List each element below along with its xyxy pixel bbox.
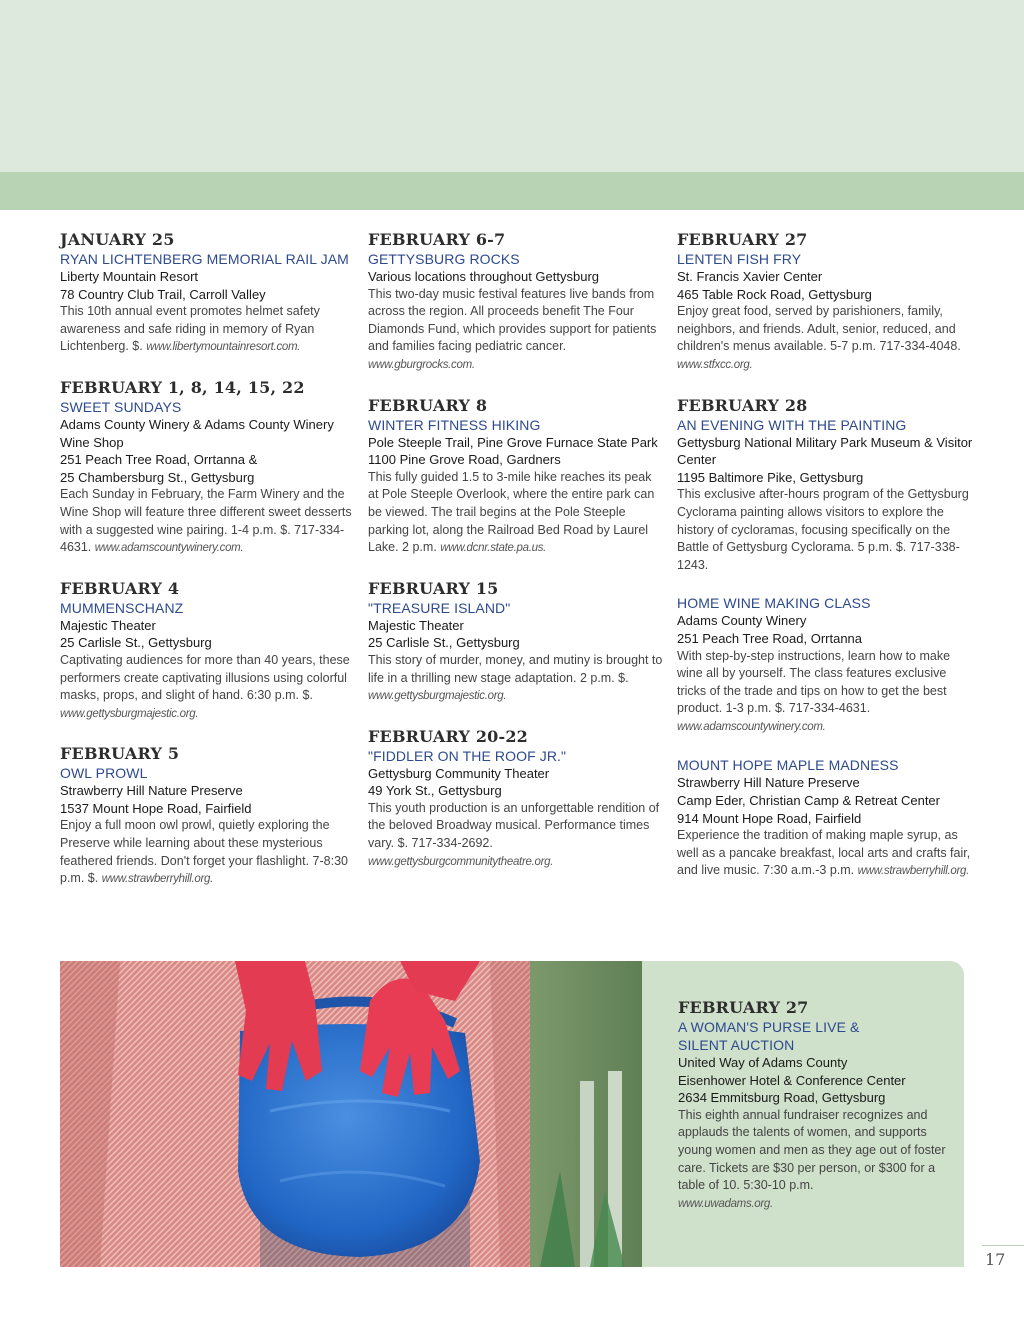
event-venue: Strawberry Hill Nature Preserve — [677, 775, 860, 791]
event-address-2: 25 Chambersburg St., Gettysburg — [60, 469, 255, 485]
event-description: This youth production is an unforgettable rendition of the beloved Broadway musical. Performance times vary. $. 717-334-2692. www.gettysburgcommunitytheatre.org. — [368, 800, 660, 868]
event-address: 251 Peach Tree Road, Orrtanna — [677, 630, 863, 646]
event-feb-sundays — [60, 377, 356, 558]
event-venue: Eisenhower Hotel & Conference Center — [678, 1072, 906, 1088]
header-stripe — [0, 172, 1024, 210]
event-date: FEBRUARY 27 — [678, 998, 809, 1017]
event-date: FEBRUARY 6-7 — [368, 230, 506, 249]
event-feb-28 — [677, 395, 973, 575]
event-address: 2634 Emmitsburg Road, Gettysburg — [678, 1090, 886, 1106]
event-description: Each Sunday in February, the Farm Winery and the Wine Shop will feature three different sweet desserts with a suggested wine pairing. 1-4 p.m. $. 717-334-4631. www.adamscountywinery.com. — [60, 487, 352, 555]
event-title: WINTER FITNESS HIKING — [368, 416, 541, 433]
page-number-rule — [982, 1245, 1024, 1246]
event-address: 1537 Mount Hope Road, Fairfield — [60, 800, 252, 816]
event-address: 251 Peach Tree Road, Orrtanna & — [60, 452, 258, 468]
event-address: 25 Carlisle St., Gettysburg — [368, 635, 520, 651]
event-venue: St. Francis Xavier Center — [677, 269, 823, 284]
event-address: 25 Carlisle St., Gettysburg — [60, 635, 212, 651]
event-venue: Gettysburg Community Theater — [368, 765, 550, 781]
event-title-line-1: A WOMAN'S PURSE LIVE & — [678, 1019, 860, 1035]
event-website-row — [678, 1195, 950, 1214]
event-venue: Adams County Winery — [677, 613, 807, 629]
event-date: FEBRUARY 28 — [677, 395, 808, 415]
event-venue: Strawberry Hill Nature Preserve — [60, 783, 243, 799]
purse-photo — [60, 961, 642, 1267]
event-description: This exclusive after-hours program of the Gettysburg Cyclorama painting allows visitors to explore the history of cycloramas, focusing specifically on the Battle of Gettysburg Cyclorama. 5 p.m. $. 717-338-1243. — [677, 487, 969, 572]
event-venue: Gettysburg National Military Park Museum & Visitor Center — [677, 434, 973, 468]
event-venue: Majestic Theater — [60, 617, 156, 633]
event-venue-2: Camp Eder, Christian Camp & Retreat Center — [677, 793, 940, 809]
featured-event-box — [642, 961, 964, 1267]
event-feb-27-fish-fry — [677, 229, 973, 375]
event-website: www.gettysburgcommunitytheatre.org. — [368, 855, 554, 868]
event-title: "TREASURE ISLAND" — [368, 599, 511, 616]
event-website: www.gettysburgmajestic.org. — [368, 690, 507, 703]
event-date: FEBRUARY 15 — [368, 578, 499, 598]
event-address: 465 Table Rock Road, Gettysburg — [677, 286, 872, 302]
event-website: www.adamscountywinery.com. — [94, 542, 244, 555]
featured-event — [678, 997, 950, 1213]
event-description: Captivating audiences for more than 40 years, these performers create captivating illusions using colorful masks, props, and slight of hand. 6:30 p.m. $. www.gettysburgmajestic.org. — [60, 652, 350, 720]
event-feb-8 — [368, 395, 664, 558]
event-date: FEBRUARY 20-22 — [368, 726, 529, 746]
event-feb-20-22 — [368, 726, 664, 872]
events-column-3 — [677, 229, 973, 901]
event-title: RYAN LICHTENBERG MEMORIAL RAIL JAM — [60, 251, 349, 267]
events-column-2 — [368, 229, 664, 891]
event-website: www.stfxcc.org. — [677, 358, 753, 371]
event-feb-4 — [60, 578, 356, 724]
event-date: FEBRUARY 5 — [60, 744, 180, 764]
event-title: SWEET SUNDAYS — [60, 398, 182, 415]
event-title-line-2: SILENT AUCTION — [678, 1037, 795, 1053]
event-date: FEBRUARY 27 — [677, 230, 808, 249]
event-feb-6-7 — [368, 229, 664, 375]
event-address: 49 York St., Gettysburg — [368, 783, 502, 799]
event-description: This two-day music festival features live bands from across the region. All proceeds benefit The Four Diamonds Fund, which provides support for patients and families facing pediatric cancer. www.gburgrocks.com. — [368, 286, 657, 371]
event-feb-5 — [60, 743, 356, 889]
event-website: www.gburgrocks.com. — [368, 358, 475, 371]
header-band — [0, 0, 1024, 172]
event-title: "FIDDLER ON THE ROOF JR." — [368, 747, 567, 764]
event-address: 1195 Baltimore Pike, Gettysburg — [677, 469, 864, 485]
event-date: FEBRUARY 8 — [368, 395, 488, 415]
event-date: FEBRUARY 1, 8, 14, 15, 22 — [60, 377, 305, 397]
event-website: www.gettysburgmajestic.org. — [60, 707, 199, 720]
event-address: 78 Country Club Trail, Carroll Valley — [60, 286, 266, 302]
event-feb-15 — [368, 578, 664, 706]
event-venue: Adams County Winery & Adams County Winery Wine Shop — [60, 416, 334, 450]
event-date: JANUARY 25 — [60, 230, 175, 249]
event-website: www.strawberryhill.org. — [101, 873, 214, 886]
event-title: AN EVENING WITH THE PAINTING — [677, 416, 907, 433]
event-website: www.adamscountywinery.com. — [677, 720, 826, 733]
event-title: GETTYSBURG ROCKS — [368, 251, 520, 267]
event-description: This story of murder, money, and mutiny is brought to life in a thrilling new stage adaptation. 2 p.m. $. www.gettysburgmajestic.org. — [368, 652, 663, 703]
event-title: OWL PROWL — [60, 765, 148, 782]
event-website: www.strawberryhill.org. — [857, 865, 969, 878]
event-description: This fully guided 1.5 to 3-mile hike reaches its peak at Pole Steeple Overlook, where the entire park can be viewed. The trail begins at the Pole Steeple parking lot, along the Railroad Bed Road by Laurel Lake. 2 p.m. www.dcnr.state.pa.us. — [368, 469, 655, 555]
event-maple-madness — [677, 756, 973, 881]
event-description: Enjoy great food, served by parishioners, family, neighbors, and friends. Adult, senior, reduced, and children's menus available. 5-7 p.m. 717-334-4048. www.stfxcc.org. — [677, 304, 961, 371]
event-title: MUMMENSCHANZ — [60, 599, 184, 616]
event-description: Enjoy a full moon owl prowl, quietly exploring the Preserve while learning about these mysterious feathered friends. Don't forget your flashlight. 7-8:30 p.m. $. www.strawberryhill.org. — [60, 818, 348, 886]
event-address: 1100 Pine Grove Road, Gardners — [368, 452, 561, 468]
events-column-1 — [60, 229, 356, 909]
event-wine-making — [677, 594, 973, 736]
event-description: This 10th annual event promotes helmet safety awareness and safe riding in memory of Ryan Lichtenberg. $. www.libertymountainresort.com. — [60, 304, 320, 354]
event-title: MOUNT HOPE MAPLE MADNESS — [677, 757, 899, 774]
event-address: 914 Mount Hope Road, Fairfield — [677, 810, 862, 826]
event-organizer: United Way of Adams County — [678, 1055, 848, 1070]
event-website: www.libertymountainresort.com. — [146, 341, 301, 354]
event-jan-25 — [60, 229, 356, 357]
event-title: LENTEN FISH FRY — [677, 251, 802, 267]
event-venue: Liberty Mountain Resort — [60, 269, 199, 284]
event-venue: Pole Steeple Trail, Pine Grove Furnace State Park — [368, 434, 658, 450]
event-date: FEBRUARY 4 — [60, 578, 180, 598]
event-venue: Various locations throughout Gettysburg — [368, 269, 600, 284]
event-website: www.dcnr.state.pa.us. — [440, 542, 547, 555]
event-venue: Majestic Theater — [368, 617, 464, 633]
page-number: 17 — [985, 1250, 1006, 1269]
event-description: Experience the tradition of making maple syrup, as well as a pancake breakfast, local arts and crafts fair, and live music. 7:30 a.m.-3 p.m. www.strawberryhill.org. — [677, 828, 971, 878]
event-description: This eighth annual fundraiser recognizes and applauds the talents of women, and supports young women and men as they age out of foster care. Tickets are $30 per person, or $300 for a table of 10. 5:30-10 p.m. — [678, 1107, 946, 1193]
event-website: www.uwadams.org. — [678, 1197, 773, 1210]
event-title: HOME WINE MAKING CLASS — [677, 595, 871, 612]
event-description: With step-by-step instructions, learn how to make wine all by yourself. The class features exclusive tricks of the trade and tips on how to get the best product. 1-3 p.m. $. 717-334-4631. www.adamscountywinery.com. — [677, 648, 951, 733]
